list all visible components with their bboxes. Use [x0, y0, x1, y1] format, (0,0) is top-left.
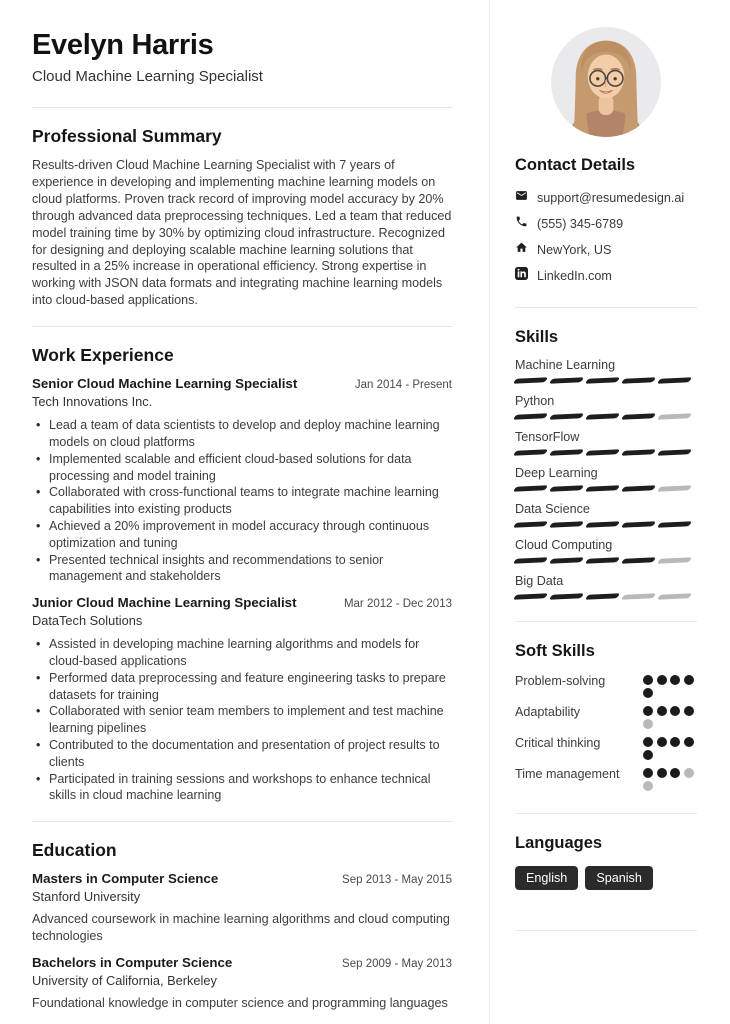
skill-level-bar: [515, 558, 697, 563]
job-dates: Mar 2012 - Dec 2013: [343, 598, 452, 611]
soft-skill-dots: [643, 735, 697, 760]
soft-skill-dots: [643, 704, 697, 729]
contact-row: [515, 189, 697, 207]
job-bullet: • Implemented scalable and efficient cloud-based solutions for data processing and model training: [32, 451, 452, 485]
rating-dot-empty: [643, 781, 653, 791]
work-experience-section: [32, 345, 452, 804]
school-name: University of California, Berkeley: [32, 972, 217, 988]
job-bullet: • Performed data preprocessing and feature engineering tasks to prepare datasets for training: [32, 670, 452, 704]
soft-skill-name: Problem-solving: [515, 674, 606, 688]
skill-segment-filled: [513, 413, 548, 420]
soft-skill-name: Adaptability: [515, 705, 581, 719]
job-dates: Jan 2014 - Present: [354, 379, 452, 392]
skill-segment-filled: [621, 449, 656, 456]
rating-dot-filled: [643, 675, 653, 685]
rating-dot-filled: [657, 768, 667, 778]
resume-sidebar: [515, 0, 697, 931]
rating-dot-filled: [670, 706, 680, 716]
job-bullet: • Lead a team of data scientists to develop and deploy machine learning models on cloud platforms: [32, 417, 452, 451]
job-title: Senior Cloud Machine Learning Specialist: [32, 376, 298, 392]
resume-main-column: [32, 0, 452, 1012]
job-bullet: • Collaborated with cross-functional teams to integrate machine learning capabilities into existing products: [32, 484, 452, 518]
rating-dot-empty: [643, 719, 653, 729]
job-bullet-list: [32, 417, 452, 585]
skill-level-bar: [515, 522, 697, 527]
skill-segment-filled: [549, 521, 584, 528]
contact-section: [515, 156, 697, 285]
skill-entry: [515, 574, 697, 599]
job-bullet: • Assisted in developing machine learning algorithms and models for cloud-based applications: [32, 636, 452, 670]
skill-segment-filled: [513, 377, 548, 384]
skill-segment-filled: [513, 485, 548, 492]
job-bullet: • Collaborated with senior team members to implement and test machine learning pipelines: [32, 703, 452, 737]
contact-row: [515, 267, 697, 285]
skill-entry: [515, 466, 697, 491]
skill-segment-filled: [657, 449, 692, 456]
skill-entry: [515, 502, 697, 527]
avatar-illustration: [551, 27, 661, 137]
rating-dot-filled: [684, 675, 694, 685]
section-divider: [32, 326, 452, 327]
rating-dot-filled: [643, 737, 653, 747]
home-icon: [515, 241, 528, 259]
degree-title: Masters in Computer Science: [32, 871, 219, 887]
education-dates: Sep 2013 - May 2015: [342, 874, 452, 887]
job-company: Tech Innovations Inc.: [32, 394, 153, 410]
contact-list: [515, 189, 697, 285]
sidebar-divider: [515, 930, 697, 931]
language-chip: English: [515, 866, 578, 890]
job-bullet: • Achieved a 20% improvement in model accuracy through continuous optimization and tuning: [32, 518, 452, 552]
skill-level-bar: [515, 450, 697, 455]
summary-heading: Professional Summary: [32, 126, 222, 146]
language-chip: Spanish: [585, 866, 653, 890]
skill-segment-filled: [585, 413, 620, 420]
sidebar-divider: [515, 813, 697, 814]
column-divider: [489, 0, 490, 1024]
skill-entry: [515, 394, 697, 419]
section-divider: [32, 821, 452, 822]
skill-segment-filled: [513, 557, 548, 564]
work-heading: Work Experience: [32, 345, 174, 366]
skill-name: Machine Learning: [515, 358, 616, 372]
skill-name: Data Science: [515, 502, 590, 516]
person-job-title: Cloud Machine Learning Specialist: [32, 68, 263, 85]
profile-photo: [551, 27, 661, 137]
contact-value[interactable]: NewYork, US: [537, 243, 612, 257]
email-icon: [515, 189, 528, 207]
contact-row: [515, 215, 697, 233]
soft-skill-entry: [515, 766, 697, 791]
rating-dot-filled: [657, 675, 667, 685]
rating-dot-filled: [670, 675, 680, 685]
skill-segment-filled: [513, 449, 548, 456]
linkedin-icon: [515, 267, 528, 285]
skill-segment-empty: [657, 485, 692, 492]
rating-dot-filled: [643, 750, 653, 760]
soft-skill-dots: [643, 766, 697, 791]
education-heading: Education: [32, 840, 117, 861]
skill-segment-filled: [621, 377, 656, 384]
education-entry: [32, 955, 452, 1012]
skill-segment-filled: [621, 485, 656, 492]
education-section: [32, 840, 452, 1012]
job-header: [32, 595, 452, 610]
soft-skills-section: [515, 642, 697, 791]
rating-dot-filled: [643, 688, 653, 698]
language-chip-list: [515, 866, 697, 890]
sidebar-divider: [515, 307, 697, 308]
soft-skills-list: [515, 673, 697, 791]
rating-dot-filled: [684, 706, 694, 716]
job-bullet-list: [32, 636, 452, 804]
skill-segment-filled: [549, 413, 584, 420]
sidebar-divider: [515, 621, 697, 622]
rating-dot-filled: [670, 768, 680, 778]
skill-level-bar: [515, 486, 697, 491]
skills-heading: Skills: [515, 328, 559, 346]
resume-header: [32, 0, 452, 85]
skill-segment-filled: [657, 377, 692, 384]
skill-segment-filled: [549, 593, 584, 600]
job-bullet: • Participated in training sessions and workshops to enhance technical skills in cloud machine learning: [32, 771, 452, 805]
skill-segment-filled: [621, 521, 656, 528]
soft-skills-heading: Soft Skills: [515, 642, 595, 660]
soft-skill-dots: [643, 673, 697, 698]
languages-section: [515, 834, 697, 890]
skill-entry: [515, 430, 697, 455]
soft-skill-entry: [515, 704, 697, 729]
rating-dot-filled: [643, 706, 653, 716]
skill-segment-filled: [513, 593, 548, 600]
education-dates: Sep 2009 - May 2013: [342, 957, 452, 970]
skill-name: Big Data: [515, 574, 564, 588]
skill-segment-filled: [585, 593, 620, 600]
skill-segment-empty: [657, 413, 692, 420]
skill-segment-filled: [585, 521, 620, 528]
job-header: [32, 376, 452, 391]
skill-segment-filled: [621, 413, 656, 420]
languages-heading: Languages: [515, 834, 603, 852]
header-divider: [32, 107, 452, 108]
skill-segment-filled: [585, 485, 620, 492]
job-company: DataTech Solutions: [32, 613, 143, 629]
phone-icon: [515, 215, 528, 233]
rating-dot-filled: [643, 768, 653, 778]
skill-level-bar: [515, 414, 697, 419]
degree-title: Bachelors in Computer Science: [32, 954, 233, 970]
rating-dot-filled: [684, 737, 694, 747]
professional-summary-section: [32, 126, 452, 309]
skill-segment-filled: [657, 521, 692, 528]
education-list: [32, 871, 452, 1012]
skill-segment-filled: [621, 557, 656, 564]
skills-list: [515, 358, 697, 599]
soft-skill-name: Time management: [515, 767, 620, 781]
rating-dot-filled: [657, 706, 667, 716]
skill-entry: [515, 538, 697, 563]
skill-segment-filled: [549, 557, 584, 564]
education-header: [32, 871, 452, 886]
skill-name: TensorFlow: [515, 430, 580, 444]
soft-skill-entry: [515, 735, 697, 760]
education-entry: [32, 871, 452, 945]
skill-level-bar: [515, 378, 697, 383]
education-description: Foundational knowledge in computer science and programming languages: [32, 995, 448, 1010]
job-list: [32, 376, 452, 804]
job-bullet: • Contributed to the documentation and presentation of project results to clients: [32, 737, 452, 771]
skill-segment-filled: [513, 521, 548, 528]
person-name: Evelyn Harris: [32, 29, 214, 61]
skill-segment-filled: [549, 485, 584, 492]
contact-value[interactable]: LinkedIn.com: [537, 269, 612, 283]
contact-value[interactable]: (555) 345-6789: [537, 217, 624, 231]
rating-dot-empty: [684, 768, 694, 778]
skill-segment-empty: [657, 557, 692, 564]
education-description: Advanced coursework in machine learning algorithms and cloud computing technologies: [32, 912, 450, 943]
rating-dot-filled: [670, 737, 680, 747]
contact-value[interactable]: support@resumedesign.ai: [537, 191, 685, 205]
soft-skill-entry: [515, 673, 697, 698]
skill-segment-filled: [585, 377, 620, 384]
job-bullet: • Presented technical insights and recommendations to senior management and stakeholders: [32, 552, 452, 586]
education-header: [32, 955, 452, 970]
skill-name: Cloud Computing: [515, 538, 613, 552]
skill-segment-empty: [621, 593, 656, 600]
skill-name: Python: [515, 394, 555, 408]
rating-dot-filled: [657, 737, 667, 747]
skill-entry: [515, 358, 697, 383]
skill-segment-filled: [585, 449, 620, 456]
soft-skill-name: Critical thinking: [515, 736, 601, 750]
skill-name: Deep Learning: [515, 466, 598, 480]
summary-text: Results-driven Cloud Machine Learning Specialist with 7 years of experience in developing and implementing machine learning models on cloud platforms. Proven track record of improving model accuracy by 20% through advanced data preprocessing techniques. Led a team that reduced model training time by 30% by optimizing cloud infrastructure. Recognized for designing and deploying scalable machine learning solutions that resulted in a 25% increase in operational efficiency. Strong expertise in working with JSON data formats and integrating machine learning models into cloud-based applications.: [32, 158, 452, 308]
job-entry: [32, 376, 452, 585]
skills-section: [515, 328, 697, 599]
job-entry: [32, 595, 452, 804]
skill-segment-filled: [549, 449, 584, 456]
skill-level-bar: [515, 594, 697, 599]
school-name: Stanford University: [32, 889, 141, 905]
contact-heading: Contact Details: [515, 156, 636, 174]
skill-segment-empty: [657, 593, 692, 600]
skill-segment-filled: [549, 377, 584, 384]
job-title: Junior Cloud Machine Learning Specialist: [32, 595, 297, 611]
contact-row: [515, 241, 697, 259]
skill-segment-filled: [585, 557, 620, 564]
